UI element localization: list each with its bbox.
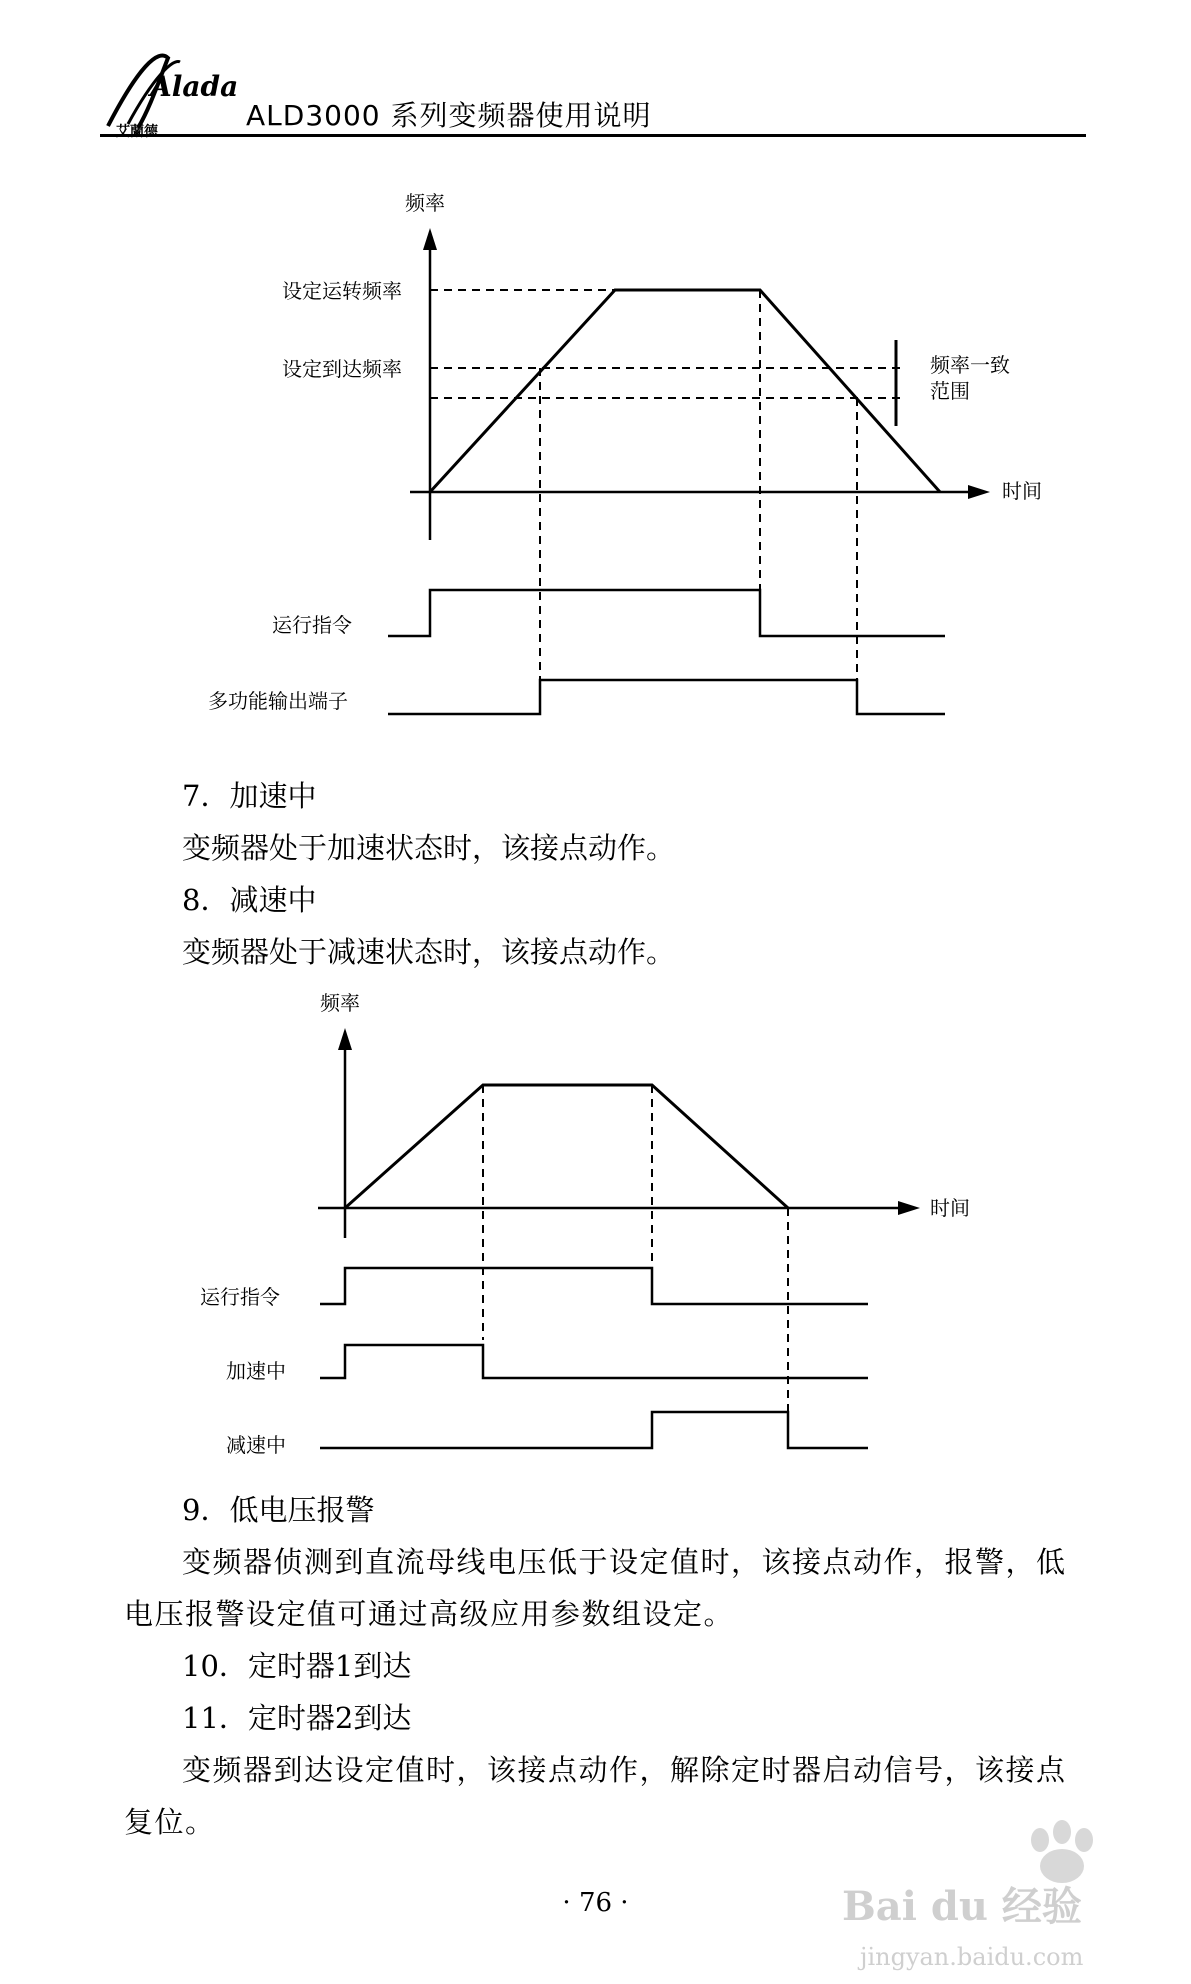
run-command-label: 运行指令	[272, 613, 352, 637]
baidu-watermark	[840, 1800, 1150, 1980]
document-title: ALD3000 系列变频器使用说明	[246, 99, 652, 132]
decelerating-waveform	[320, 1412, 868, 1448]
paw-icon	[1031, 1828, 1049, 1852]
x-axis-arrow-icon	[898, 1201, 920, 1215]
frequency-arrival-diagram	[0, 0, 1191, 760]
set-run-freq-label: 设定运转频率	[282, 279, 402, 303]
output-terminal-label: 多功能输出端子	[208, 689, 348, 713]
section8-body: 变频器处于减速状态时，该接点动作。	[182, 935, 676, 969]
set-arrive-freq-label: 设定到达频率	[282, 357, 402, 381]
run-command-waveform	[320, 1268, 868, 1304]
logo-wordmark: Alada	[150, 70, 238, 103]
accelerating-label: 加速中	[226, 1359, 286, 1383]
x-axis-label: 时间	[930, 1196, 970, 1220]
output-terminal-waveform	[388, 680, 945, 714]
x-axis-label: 时间	[1002, 479, 1042, 503]
section8-heading: 8．减速中	[182, 883, 317, 917]
section7-body: 变频器处于加速状态时，该接点动作。	[182, 831, 676, 865]
watermark-url: jingyan.baidu.com	[860, 1943, 1084, 1971]
section9-heading: 9．低电压报警	[182, 1493, 375, 1527]
decelerating-label: 减速中	[226, 1433, 286, 1457]
logo-subtitle: 艾蘭德	[116, 124, 158, 138]
run-command-label: 运行指令	[200, 1285, 280, 1309]
run-command-waveform	[388, 590, 945, 636]
y-axis-label: 频率	[405, 191, 445, 215]
page-number: · 76 ·	[562, 1888, 629, 1918]
y-axis-arrow-icon	[423, 228, 437, 250]
band-label-line1: 频率一致	[930, 353, 1010, 377]
y-axis-label: 频率	[320, 991, 360, 1015]
y-axis-arrow-icon	[338, 1028, 352, 1050]
frequency-curve	[345, 1085, 788, 1208]
section11-body: 变频器到达设定值时，该接点动作，解除定时器启动信号，该接点复位。	[124, 1753, 1067, 1839]
section9-body: 变频器侦测到直流母线电压低于设定值时，该接点动作，报警，低电压报警设定值可通过高级应用参数组设定。	[124, 1545, 1067, 1631]
watermark-brand: Bai du 经验	[842, 1883, 1082, 1930]
accelerating-waveform	[320, 1345, 868, 1378]
section7-heading: 7．加速中	[182, 779, 317, 813]
section10-heading: 10．定时器1到达	[182, 1649, 412, 1683]
section11-heading: 11．定时器2到达	[182, 1701, 412, 1735]
accel-decel-diagram	[0, 980, 1191, 1460]
x-axis-arrow-icon	[968, 485, 990, 499]
band-label-line2: 范围	[930, 379, 970, 403]
frequency-curve	[430, 290, 940, 492]
